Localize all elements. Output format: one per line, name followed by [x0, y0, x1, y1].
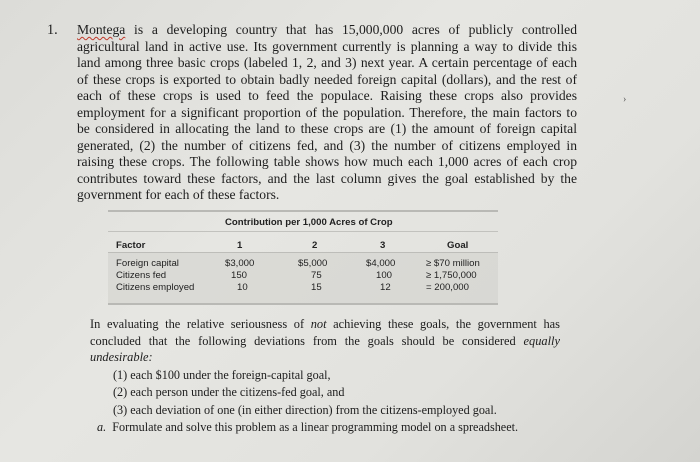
paragraph-line: government for each of these factors. [77, 187, 280, 203]
table-cell: 100 [376, 270, 393, 281]
question-number: 1. [47, 22, 58, 38]
table-cell: $5,000 [298, 258, 328, 269]
paragraph-line: contributes toward these factors, and the last column gives the goal established by the [77, 170, 577, 186]
deviation-item-2: (2) each person under the citizens-fed goal, and [113, 385, 345, 399]
table-row-factor: Foreign capital [116, 258, 179, 269]
table-cell: 12 [380, 282, 391, 293]
table-cell: 150 [231, 270, 248, 281]
paragraph-line: land among three basic crops (labeled 1, 2, and 3) next year. A certain percentage of each [77, 55, 577, 71]
deviation-item-3: (3) each deviation of one (in either direction) from the citizens-employed goal. [113, 403, 497, 417]
table-group-header: Contribution per 1,000 Acres of Crop [225, 217, 393, 228]
evaluation-paragraph [90, 316, 560, 366]
table-row-factor: Citizens fed [116, 270, 167, 281]
table-rule-group [108, 231, 498, 232]
table-cell: 75 [311, 270, 322, 281]
problem-paragraph [77, 22, 577, 204]
table-goal-cell: = 200,000 [426, 282, 469, 293]
table-cell: $4,000 [366, 258, 396, 269]
evaluation-text: In evaluating the relative seriousness of [90, 317, 311, 331]
table-cell: 10 [237, 282, 248, 293]
part-a-label: a. [97, 420, 107, 434]
table-header-factor: Factor [116, 240, 146, 251]
table-row-factor: Citizens employed [116, 282, 195, 293]
table-header-crop-3: 3 [380, 240, 386, 251]
table-cell: 15 [311, 282, 322, 293]
paragraph-line [77, 22, 577, 39]
contribution-table [108, 210, 498, 306]
paragraph-line: of these crops is exported to obtain badly needed foreign capital (dollars), and the rest of [77, 71, 577, 87]
misspelled-word[interactable]: Montega [77, 22, 126, 37]
paragraph-line-text: is a developing country that has 15,000,000 acres of publicly controlled [125, 22, 577, 37]
emphasis-not: not [310, 317, 327, 331]
evaluation-line [90, 333, 560, 350]
table-goal-cell: ≥ 1,750,000 [426, 270, 477, 281]
part-a-text: Formulate and solve this problem as a linear programming model on a spreadsheet. [112, 420, 519, 434]
table-header-crop-2: 2 [312, 240, 318, 251]
evaluation-text: concluded that the following deviations from the goals should be considered [90, 333, 524, 348]
paragraph-line: employment for a significant proportion of the population. Therefore, the main factors to [77, 104, 577, 120]
paragraph-line: be considered in allocating the land to these crops are (1) the amount of foreign capital [77, 121, 577, 137]
paragraph-line: each of these crops is used to feed the populace. Raising these crops also provides [77, 88, 577, 104]
paragraph-line: agricultural land in active use. Its government currently is planning a way to divide this [77, 38, 577, 54]
table-goal-cell: ≥ $70 million [426, 258, 480, 269]
pen-mark-icon: › [623, 94, 627, 105]
evaluation-line [90, 349, 560, 366]
table-rule-top [108, 210, 498, 212]
table-cell: $3,000 [225, 258, 255, 269]
emphasis-equally: equally [523, 333, 560, 348]
evaluation-line [90, 316, 560, 333]
evaluation-text: achieving these goals, the government has [326, 317, 560, 331]
deviation-item-1: (1) each $100 under the foreign-capital goal, [113, 368, 331, 382]
table-rule-bottom [108, 303, 498, 305]
part-a [97, 420, 518, 435]
table-header-goal: Goal [447, 240, 469, 251]
emphasis-undesirable: undesirable: [90, 350, 153, 364]
paragraph-line: raising these crops. The following table shows how much each 1,000 acres of each crop [77, 154, 577, 170]
table-header-crop-1: 1 [237, 240, 243, 251]
paragraph-line: generated, (2) the number of citizens fed, and (3) the number of citizens employed in [77, 137, 577, 153]
